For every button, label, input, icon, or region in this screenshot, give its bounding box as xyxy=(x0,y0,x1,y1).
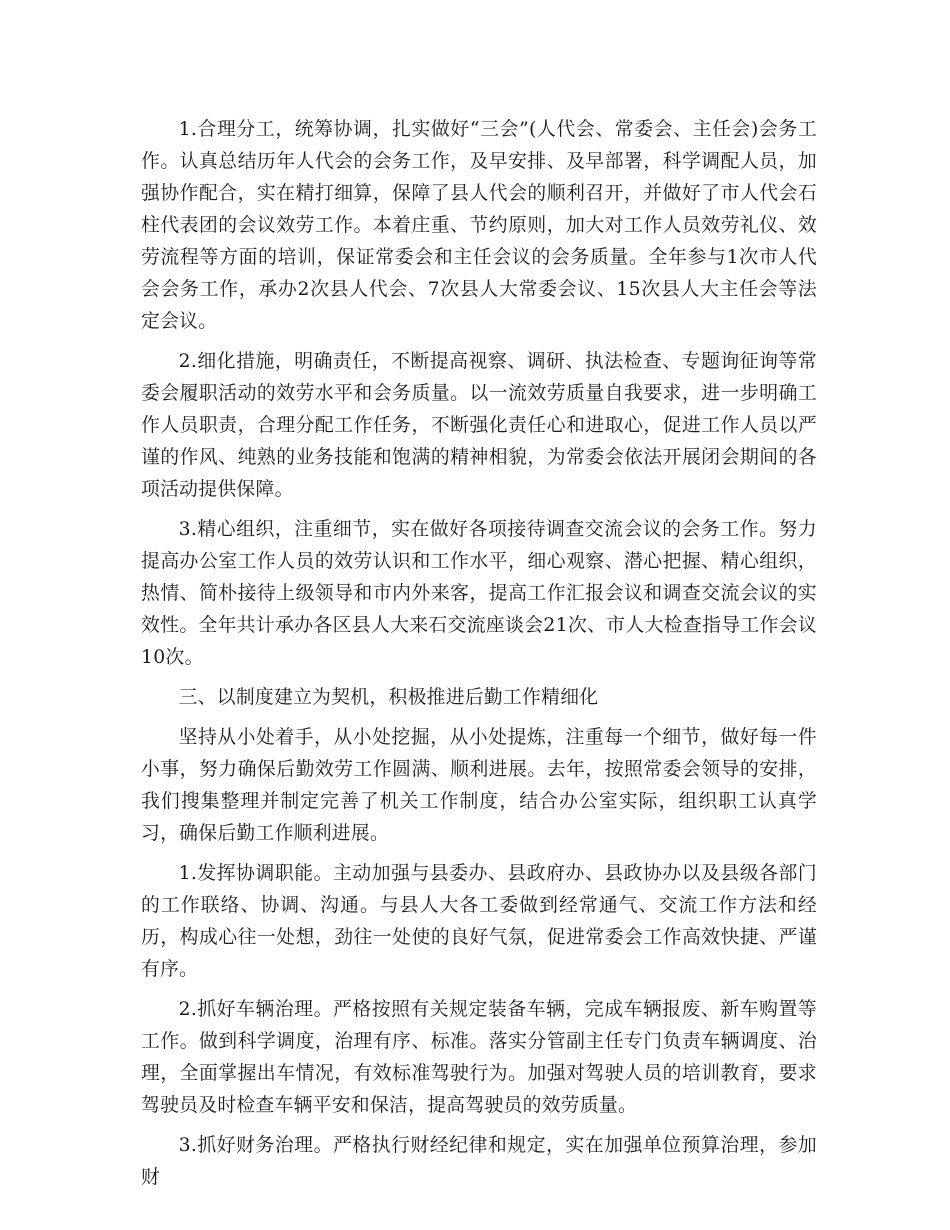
document-body xyxy=(141,114,817,1202)
paragraph-vehicle-management: 2.抓好车辆治理。严格按照有关规定装备车辆，完成车辆报废、新车购置等工作。做到科学调度，治理有序、标准。落实分管副主任专门负责车辆调度、治理，全面掌握出车情况，有效标准驾驶行为。加强对驾驶人员的培训教育，要求驾驶员及时检查车辆平安和保洁，提高驾驶员的效劳质量。 xyxy=(141,999,817,1116)
paragraph-activity-service: 2.细化措施，明确责任，不断提高视察、调研、执法检查、专题询征询等常委会履职活动的效劳水平和会务质量。以一流效劳质量自我要求，进一步明确工作人员职责，合理分配工作任务，不断强化责任心和进取心，促进工作人员以严谨的作风、纯熟的业务技能和饱满的精神相貌，为常委会依法开展闭会期间的各项活动提供保障。 xyxy=(141,351,817,500)
paragraph-meeting-work: 1.合理分工，统筹协调，扎实做好“三会”(人代会、常委会、主任会)会务工作。认真总结历年人代会的会务工作，及早安排、及早部署，科学调配人员，加强协作配合，实在精打细算，保障了县人代会的顺利召开，并做好了市人代会石柱代表团的会议效劳工作。本着庄重、节约原则，加大对工作人员效劳礼仪、效劳流程等方面的培训，保证常委会和主任会议的会务质量。全年参与1次市人代会会务工作，承办2次县人代会、7次县人大常委会议、15次县人大主任会等法定会议。 xyxy=(141,119,817,332)
paragraph-reception-meetings: 3.精心组织，注重细节，实在做好各项接待调查交流会议的会务工作。努力提高办公室工作人员的效劳认识和工作水平，细心观察、潜心把握、精心组织，热情、简朴接待上级领导和市内外来客，提高工作汇报会议和调查交流会议的实效性。全年共计承办各区县人大来石交流座谈会21次、市人大检查指导工作会议10次。 xyxy=(141,519,817,668)
paragraph-logistics-intro: 坚持从小处着手，从小处挖掘，从小处提炼，注重每一个细节，做好每一件小事，努力确保后勤效劳工作圆满、顺利进展。去年，按照常委会领导的安排，我们搜集整理并制定完善了机关工作制度，结合办公室实际，组织职工认真学习，确保后勤工作顺利进展。 xyxy=(141,727,817,844)
paragraph-finance-management: 3.抓好财务治理。严格执行财经纪律和规定，实在加强单位预算治理，参加财 xyxy=(141,1135,817,1188)
paragraph-coordination: 1.发挥协调职能。主动加强与县委办、县政府办、县政协办以及县级各部门的工作联络、协调、沟通。与县人大各工委做到经常通气、交流工作方法和经历，构成心往一处想，劲往一处使的良好气氛，促进常委会工作高效快捷、严谨有序。 xyxy=(141,863,817,980)
section-heading-logistics: 三、以制度建立为契机，积极推进后勤工作精细化 xyxy=(178,687,599,708)
